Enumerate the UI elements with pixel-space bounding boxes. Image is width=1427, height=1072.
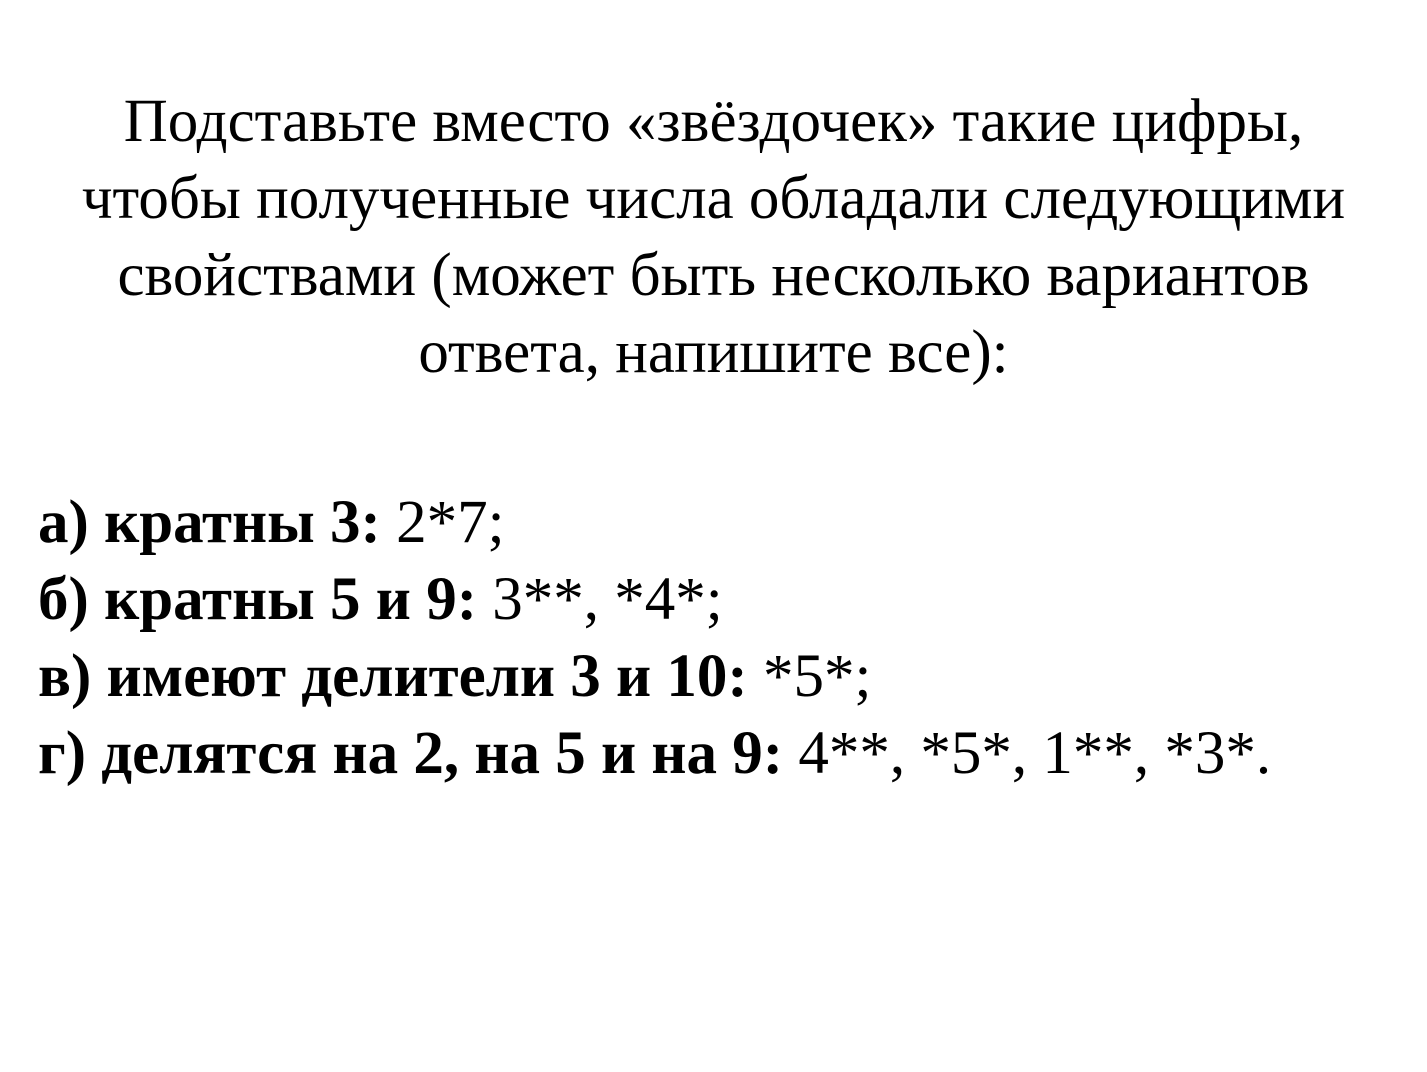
task-item-b <box>38 561 1271 638</box>
task-line: чтобы полученные числа обладали следующими <box>81 165 1346 232</box>
task-item-label: г) делятся на 2, на 5 и на 9: <box>38 720 784 787</box>
task-item-numbers: 3**, *4*; <box>492 566 723 633</box>
task-line: свойствами (может быть несколько вариантов <box>117 242 1310 309</box>
task-line: Подставьте вместо «звёздочек» такие цифры, <box>123 88 1304 155</box>
task-item-g <box>38 715 1271 792</box>
task-line: ответа, напишите все): <box>418 319 1009 386</box>
task-statement <box>0 83 1427 391</box>
task-item-label: в) имеют делители 3 и 10: <box>38 643 748 710</box>
task-items-list <box>38 484 1271 792</box>
task-item-numbers: *5*; <box>762 643 872 710</box>
task-item-label: б) кратны 5 и 9: <box>38 566 478 633</box>
task-item-numbers: 2*7; <box>396 489 505 556</box>
task-item-v <box>38 638 1271 715</box>
task-item-a <box>38 484 1271 561</box>
task-item-label: а) кратны 3: <box>38 489 381 556</box>
task-item-numbers: 4**, *5*, 1**, *3*. <box>798 720 1272 787</box>
